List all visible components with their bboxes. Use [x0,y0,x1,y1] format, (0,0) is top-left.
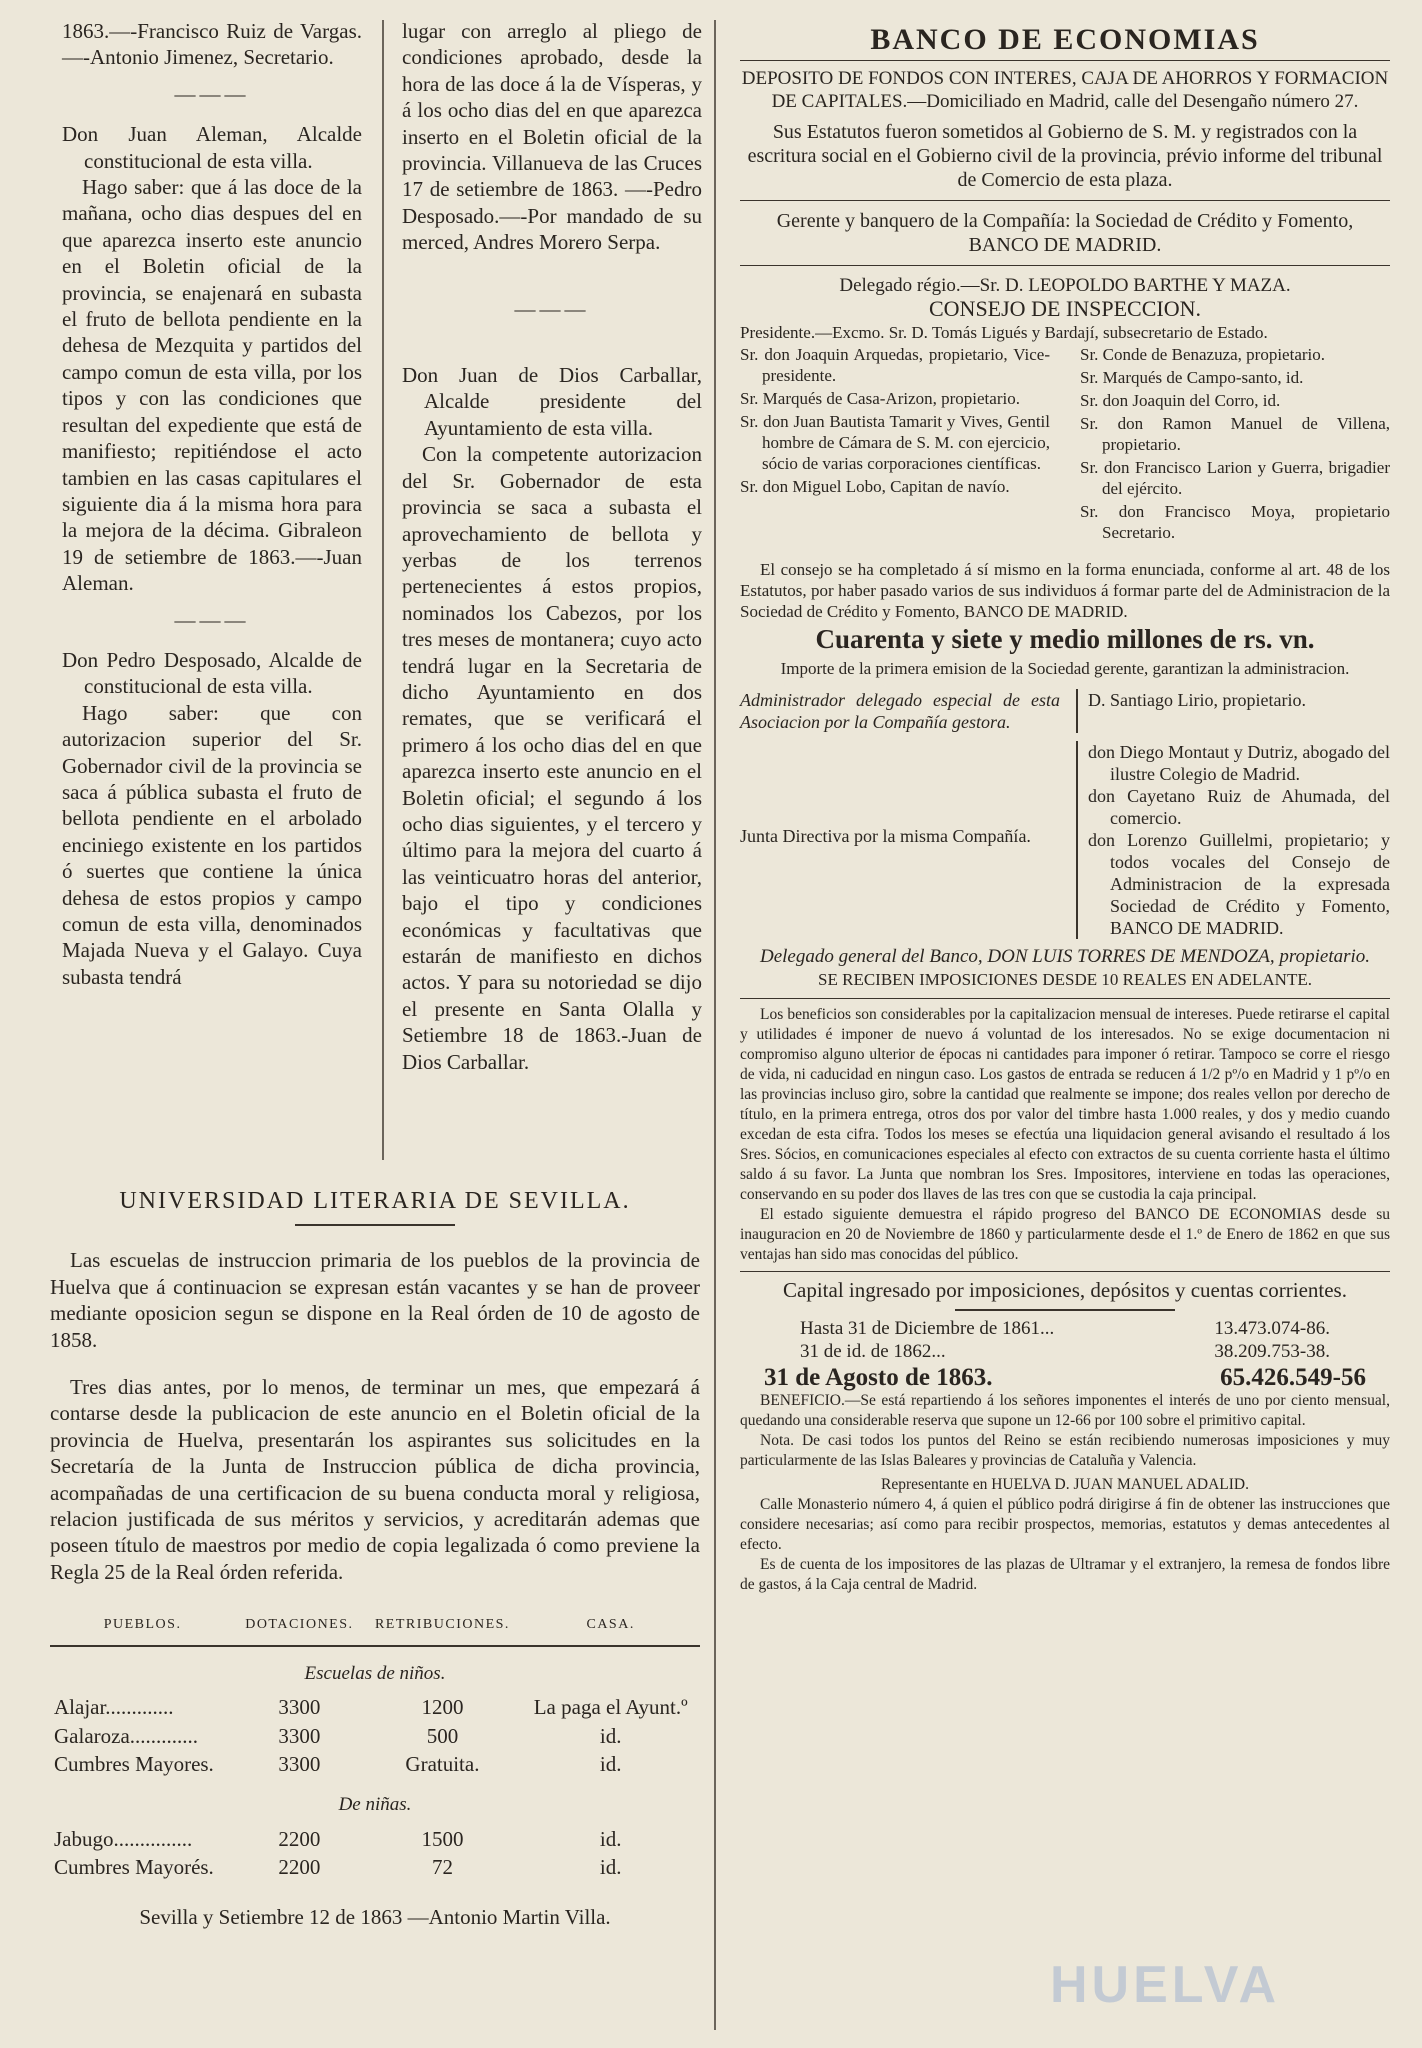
capital-table [740,1317,1390,1364]
calle-text: Calle Monasterio número 4, á quien el público podrá dirigirse á fin de obtener las instrucciones que considere necesarias; así como para recibir prospectos, memorias, estatutos y demas antecedentes al efecto. [740,1496,1390,1553]
desposado-heading: Don Pedro Desposado, Alcalde de constitucional de esta villa. [62,647,362,699]
admin-name: D. Santiago Lirio, propietario. [1076,689,1390,733]
universidad-p1: Las escuelas de instruccion primaria de los pueblos de la provincia de Huelva que á continuacion se expresan están vacantes y se han de proveer mediante oposicion segun se dispone en la Real órden de 10 de agosto de 1858. [50,1248,700,1352]
capital-label: 31 de id. de 1862... [800,1341,946,1362]
desposado-notice: Hago saber: que con autorizacion superior del Sr. Gobernador civil de la provincia se saca á pública subasta el fruto de bellota pendiente en el arbolado enciniego existente en los partidos ó suertes que contiene la única dehesa de estos propios y campo comun de esta villa, denominados Majada Nueva y el Galayo. Cuya subasta tendrá [62,700,362,989]
consejo-text: El consejo se ha completado á sí mismo en la forma enunciada, conforme al art. 48 de los Estatutos, por haber pasado varios de sus individuos á formar parte del de Administracion de la Sociedad de Crédito y Fomento, BANCO DE MADRID. [740,560,1390,621]
universidad-p2: Tres dias antes, por lo menos, de terminar un mes, que empezará á contarse desde la publicacion de este anuncio en el Boletin oficial de la provincia de Huelva, presentarán los aspirantes sus solicitudes en la Secretaría de la Junta de Instruccion pública de dicha provincia, acompañadas de una certificacion de su buena conducta moral y religiosa, relacion justificada de sus méritos y servicios, y acreditarán ademas que poseen título de maestros por medio de copia legalizada ó como previene la Regla 25 de la Real órden referida. [50,1375,700,1584]
divider [740,1271,1390,1272]
column-2 [402,18,702,1075]
member: Sr. don Miguel Lobo, Capitan de navío. [740,477,1010,496]
capital-title: Capital ingresado por imposiciones, depósitos y cuentas corrientes. [783,1277,1347,1302]
members-right [1080,344,1390,545]
cell-dotacion: 3300 [278,1751,321,1776]
imposiciones-heading: SE RECIBEN IMPOSICIONES DESDE 10 REALES EN ADELANTE. [818,970,1312,989]
nota-text: Nota. De casi todos los puntos del Reino se están recibiendo numerosas imposiciones y muy particularmente de las Islas Baleares y provincias de Cataluña y Valencia. [740,1432,1390,1469]
section-ninas: De niñas. [338,1794,412,1816]
header-pueblos: PUEBLOS. [50,1606,235,1645]
divider [740,200,1390,201]
banco-estatutos: Sus Estatutos fueron sometidos al Gobierno de S. M. y registrados con la escritura social en el Gobierno civil de la provincia, prévio informe del tribunal de Comercio de esta plaza. [747,120,1383,191]
divider [955,1309,1175,1311]
capital-total [740,1364,1390,1392]
estado-text: El estado siguiente demuestra el rápido progreso del BANCO DE ECONOMIAS desde su inauguracion en 20 de Noviembre de 1860 y particularmente desde el 1.º de Enero de 1862 en que sus ventajas han sido mas conocidas del público. [740,1205,1390,1263]
consejo-members [740,344,1390,545]
junta-member: don Cayetano Ruiz de Ahumada, del comercio. [1088,785,1390,828]
capital-label: Hasta 31 de Diciembre de 1861... [800,1317,1055,1339]
junta-member: don Lorenzo Guillelmi, propietario; y todos vocales del Consejo de Administracion de la expresada Sociedad de Crédito y Fomento, BANCO DE MADRID. [1088,829,1390,938]
member: Sr. Marqués de Campo-santo, id. [1080,368,1304,387]
col1-closing: 1863.—-Francisco Ruiz de Vargas.—-Antonio Jimenez, Secretario. [62,19,362,70]
title-rule [740,60,1390,61]
beneficio-text: BENEFICIO.—Se está repartiendo á los señores imponentes el interés de uno por ciento mensual, quedando una considerable reserva que supone un 12-66 por 100 sobre el primitivo capital. [740,1392,1390,1429]
carballar-heading: Don Juan de Dios Carballar, Alcalde presidente del Ayuntamiento de esta villa. [402,363,702,440]
table-row [50,1750,700,1778]
cell-casa: id. [599,1751,622,1776]
column-rule [714,20,716,2030]
section-ninos: Escuelas de niños. [304,1662,446,1684]
millones-heading: Cuarenta y siete y medio millones de rs. vn. [815,624,1315,654]
table-row [50,1853,700,1881]
cell-retribucion: 72 [431,1855,453,1880]
cell-casa: id. [599,1723,622,1748]
desposado-continuation: lugar con arreglo al pliego de condiciones aprobado, desde la hora de las doce á la de Vísperas, y á los ocho dias del en que aparezca inserto en el Boletin oficial de la provincia. Villanueva de las Cruces 17 de setiembre de 1863. —-Pedro Desposado.—-Por mandado de su merced, Andres Morero Serpa. [402,19,702,255]
cell-casa: id. [599,1855,622,1880]
junta-members [1076,741,1390,939]
beneficios-text: Los beneficios son considerables por la capitalizacion mensual de intereses. Puede retirarse el capital y utilidades é imponer de nuevo á voluntad de los interesados. No se exige documentacion ni compromiso alguno ulterior de épocas ni cantidades para imponer ó retirar. Tampoco se corre el riesgo de vida, ni caducidad en ningun caso. Los gastos de entrada se reducen á 1/2 pº/o en Madrid y 1 pº/o en las provincias incluso giro, sobre la cantidad que realmente se impone; dos reales vellon por derecho de título, en la primera entrega, otros dos por valor del timbre hasta 1.000 reales, y dos y medio cuando excedan de esta cifra. Todos los meses se efectúa una liquidacion general avisando el resultado á los Sres. Sócios, en comunicaciones especiales al efecto con extractos de su cuenta corriente hasta el último saldo á su favor. La Junta que nombran los Sres. Impositores, interviene en todas las operaciones, conservando en su poder dos llaves de las tres con que se custodia la caja principal. [740,1005,1390,1203]
capital-total-label: 31 de Agosto de 1863. [764,1363,993,1391]
member: Sr. don Joaquin Arquedas, propietario, Vice-presidente. [740,345,1050,385]
capital-value: 38.209.753-38. [1214,1341,1330,1362]
consejo-title: CONSEJO DE INSPECCION. [929,296,1201,321]
member: Sr. don Francisco Larion y Guerra, brigadier del ejército. [1080,458,1390,498]
cell-pueblo: Cumbres Mayores. [54,1751,214,1776]
banco-gerente: Gerente y banquero de la Compañía: la Sociedad de Crédito y Fomento, BANCO DE MADRID. [776,209,1354,256]
cell-pueblo: Alajar............. [54,1695,174,1720]
junta-label: Junta Directiva por la misma Compañía. [740,825,1031,846]
cell-pueblo: Cumbres Mayorés. [54,1855,214,1880]
cell-retribucion: 1200 [421,1695,464,1720]
member: Sr. don Joaquin del Corro, id. [1080,391,1281,410]
separator: ——— [174,81,250,106]
carballar-notice: Con la competente autorizacion del Sr. Gobernador de esta provincia se saca a subasta el aprovechamiento de bellota y yerbas de los terrenos pertenecientes á estos propios, nominados los Cabezos, por los tres meses de montanera; cuyo acto tendrá lugar en la Secretaria de dicho Ayuntamiento en dos remates, que se verificará el primero á los ocho dias del en que aparezca inserto este anuncio en el Boletin oficial; el segundo á los ocho dias siguientes, y el tercero y último para la mejora del cuarto á las veinticuatro horas del anterior, bajo el tipo y condiciones económicas y facultativas que estarán de manifiesto en dichos actos. Y para su notoriedad se dijo el presente en Santa Olalla y Setiembre 18 de 1863.-Juan de Dios Carballar. [402,442,702,1074]
cell-pueblo: Galaroza............. [54,1723,199,1748]
banco-intro: DEPOSITO DE FONDOS CON INTERES, CAJA DE AHORROS Y FORMACION DE CAPITALES.—Domiciliado en Madrid, calle del Desengaño número 27. [741,67,1389,112]
universidad-notice [50,1188,700,1951]
header-retribuciones: RETRIBUCIONES. [364,1606,522,1645]
banco-delegado: Delegado régio.—Sr. D. LEOPOLDO BARTHE Y MAZA. [839,274,1291,296]
cell-casa: id. [599,1826,622,1851]
cell-dotacion: 2200 [278,1855,321,1880]
vacancies-table [50,1606,700,1881]
capital-row [800,1340,1330,1364]
administracion-block [740,689,1390,939]
cuenta-text: Es de cuenta de los impositores de las plazas de Ultramar y el extranjero, la remesa de fondos libre de gastos, á la Caja central de Madrid. [740,1556,1390,1593]
title-rule [295,1224,455,1226]
table-row [50,1825,700,1853]
table-row [50,1693,700,1721]
importe-text: Importe de la primera emision de la Sociedad gerente, garantizan la administracion. [780,658,1350,678]
cell-pueblo: Jabugo............... [54,1826,193,1851]
divider [740,265,1390,266]
cell-casa: La paga el Ayunt.º [533,1695,688,1720]
cell-retribucion: 500 [426,1723,459,1748]
member: Sr. don Juan Bautista Tamarit y Vives, Gentil hombre de Cámara de S. M. con ejercicio, sócio de varias corporaciones científicas. [740,412,1050,473]
cell-dotacion: 2200 [278,1826,321,1851]
capital-total-value: 65.426.549-56 [1220,1363,1366,1391]
member: Sr. don Francisco Moya, propietario Secretario. [1080,502,1390,542]
member: Sr. Marqués de Casa-Arizon, propietario. [740,389,1020,408]
aleman-heading: Don Juan Aleman, Alcalde constitucional de esta villa. [62,122,362,173]
huelva-watermark: HUELVA [1050,1956,1281,2014]
cell-retribucion: 1500 [421,1826,464,1851]
column-rule [382,20,384,1160]
header-dotaciones: DOTACIONES. [235,1606,363,1645]
divider [740,998,1390,999]
cell-retribucion: Gratuita. [405,1751,480,1776]
capital-value: 13.473.074-86. [1214,1317,1330,1339]
banco-advert [740,18,1390,1595]
delegado-general: Delegado general del Banco, DON LUIS TORRES DE MENDOZA, propietario. [759,945,1371,967]
separator: ——— [514,296,590,321]
universidad-title: UNIVERSIDAD LITERARIA DE SEVILLA. [119,1188,631,1214]
members-left [740,344,1050,545]
admin-label: Administrador delegado especial de esta Asociacion por la Compañía gestora. [740,689,1060,732]
cell-dotacion: 3300 [278,1695,321,1720]
capital-row [800,1317,1330,1341]
column-1 [62,18,362,990]
representante: Representante en HUELVA D. JUAN MANUEL ADALID. [881,1476,1249,1493]
banco-title: BANCO DE ECONOMIAS [870,23,1260,56]
separator: ——— [174,607,250,632]
table-row [50,1722,700,1750]
consejo-presidente: Presidente.—Excmo. Sr. D. Tomás Ligués y Bardají, subsecretario de Estado. [740,322,1268,342]
cell-dotacion: 3300 [278,1723,321,1748]
junta-member: don Diego Montaut y Dutriz, abogado del ilustre Colegio de Madrid. [1088,741,1390,784]
aleman-notice: Hago saber: que á las doce de la mañana, ocho dias despues del en que aparezca inserto este anuncio en el Boletin oficial de la provincia, se enajenará en subasta el fruto de bellota pendiente en la dehesa de Mezquita y partidos del campo comun de esta villa, por los tipos y con las condiciones que resultan del expediente que está de manifiesto; repitiéndose el acto tambien en las casas capitulares el siguiente dia á la misma hora para la mejora de la décima. Gibraleon 19 de setiembre de 1863.—-Juan Aleman. [62,175,362,596]
member: Sr. Conde de Benazuza, propietario. [1080,345,1326,364]
header-casa: CASA. [521,1606,700,1645]
member: Sr. don Ramon Manuel de Villena, propietario. [1080,414,1390,454]
universidad-signature: Sevilla y Setiembre 12 de 1863 —Antonio Martin Villa. [139,1904,611,1929]
